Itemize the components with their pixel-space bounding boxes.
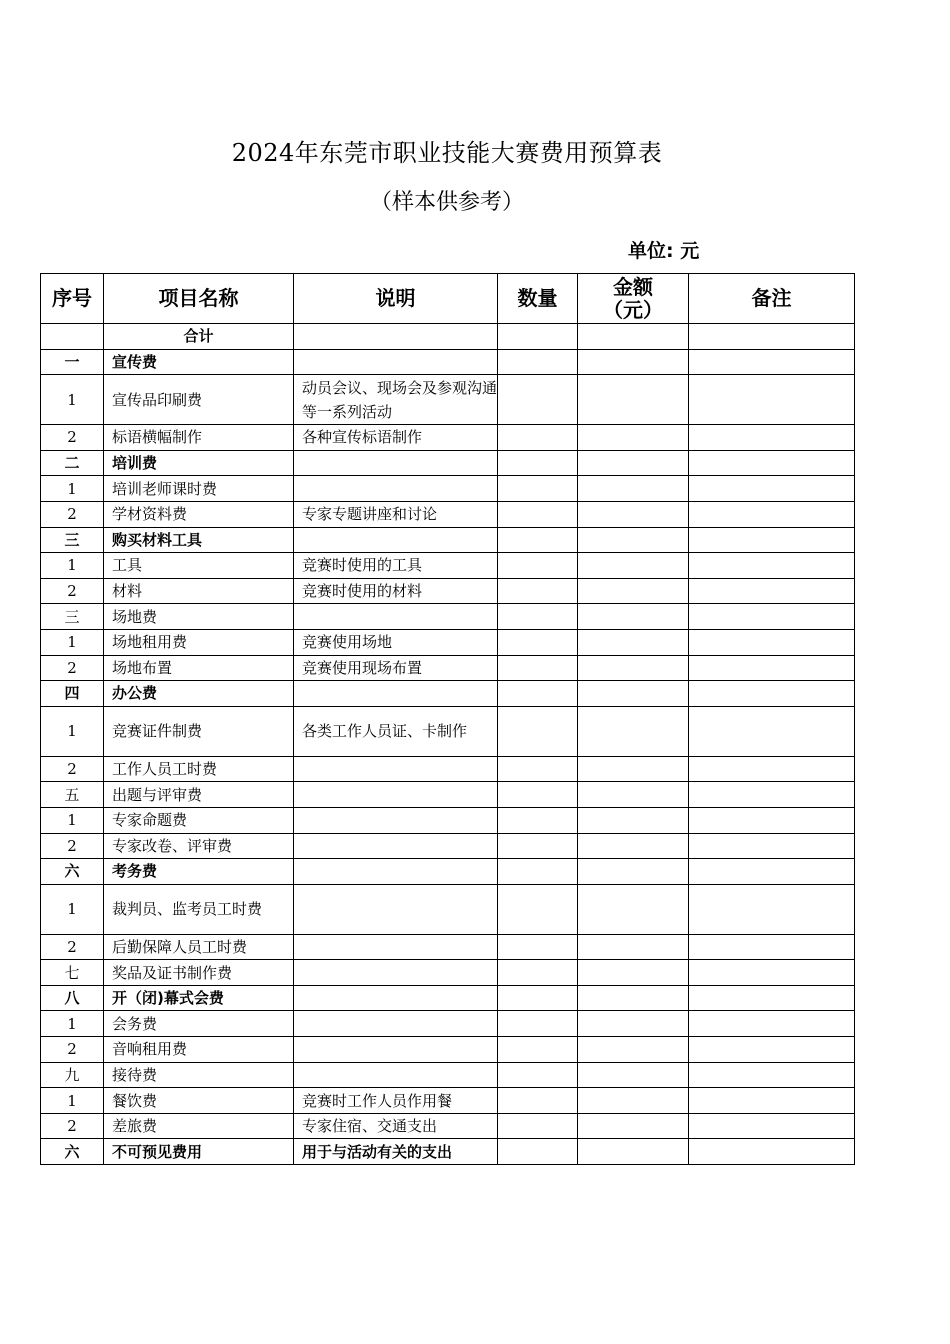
- table-row: [41, 1011, 855, 1037]
- row-amount: [578, 450, 689, 476]
- row-desc: 竞赛时使用的工具: [294, 553, 498, 579]
- total-amount-cell: [578, 324, 689, 350]
- row-no: 2: [41, 425, 104, 451]
- row-remark: [689, 985, 855, 1011]
- row-name: 工作人员工时费: [104, 756, 294, 782]
- row-desc: 动员会议、现场会及参观沟通等一系列活动: [294, 375, 498, 425]
- row-name: 办公费: [104, 681, 294, 707]
- row-remark: [689, 1037, 855, 1063]
- row-amount: [578, 985, 689, 1011]
- page-subtitle: （样本供参考）: [369, 190, 524, 215]
- row-no: 1: [41, 629, 104, 655]
- row-amount: [578, 425, 689, 451]
- header-qty: 数量: [498, 274, 578, 324]
- row-amount: [578, 859, 689, 885]
- row-name: 场地租用费: [104, 629, 294, 655]
- table-row: [41, 476, 855, 502]
- table-row: [41, 375, 855, 425]
- row-no: 1: [41, 884, 104, 934]
- table-row: [41, 1062, 855, 1088]
- table-row: [41, 604, 855, 630]
- table-row: [41, 985, 855, 1011]
- row-remark: [689, 756, 855, 782]
- row-name: 工具: [104, 553, 294, 579]
- table-row: [41, 1113, 855, 1139]
- row-amount: [578, 375, 689, 425]
- table-row: [41, 859, 855, 885]
- row-name: 场地费: [104, 604, 294, 630]
- row-name: 培训费: [104, 450, 294, 476]
- row-desc: [294, 476, 498, 502]
- row-qty: [498, 375, 578, 425]
- row-desc: [294, 934, 498, 960]
- row-desc: [294, 349, 498, 375]
- row-name: 竞赛证件制费: [104, 706, 294, 756]
- row-no: 2: [41, 833, 104, 859]
- header-amount: 金额 （元）: [578, 274, 689, 324]
- table-row: [41, 553, 855, 579]
- table-row: [41, 782, 855, 808]
- row-name: 不可预见费用: [104, 1139, 294, 1165]
- row-remark: [689, 655, 855, 681]
- table-row: [41, 450, 855, 476]
- table-row: [41, 1139, 855, 1165]
- row-name: 宣传费: [104, 349, 294, 375]
- row-no: 2: [41, 1113, 104, 1139]
- row-qty: [498, 706, 578, 756]
- table-row: [41, 1088, 855, 1114]
- row-name: 音响租用费: [104, 1037, 294, 1063]
- row-remark: [689, 1088, 855, 1114]
- row-no: 1: [41, 1088, 104, 1114]
- row-remark: [689, 1113, 855, 1139]
- row-name: 学材资料费: [104, 501, 294, 527]
- row-qty: [498, 1088, 578, 1114]
- row-name: 专家命题费: [104, 807, 294, 833]
- row-name: 材料: [104, 578, 294, 604]
- row-remark: [689, 578, 855, 604]
- row-qty: [498, 578, 578, 604]
- row-name: 会务费: [104, 1011, 294, 1037]
- row-qty: [498, 960, 578, 986]
- row-no: 2: [41, 756, 104, 782]
- row-no: 五: [41, 782, 104, 808]
- table-row: [41, 706, 855, 756]
- row-amount: [578, 706, 689, 756]
- row-desc: [294, 884, 498, 934]
- row-qty: [498, 681, 578, 707]
- row-name: 裁判员、监考员工时费: [104, 884, 294, 934]
- row-remark: [689, 681, 855, 707]
- row-qty: [498, 1037, 578, 1063]
- row-amount: [578, 1139, 689, 1165]
- row-desc: 各类工作人员证、卡制作: [294, 706, 498, 756]
- row-qty: [498, 425, 578, 451]
- row-desc: [294, 782, 498, 808]
- row-desc: [294, 859, 498, 885]
- row-remark: [689, 934, 855, 960]
- row-remark: [689, 960, 855, 986]
- row-amount: [578, 1037, 689, 1063]
- row-amount: [578, 1088, 689, 1114]
- row-no: 四: [41, 681, 104, 707]
- row-qty: [498, 782, 578, 808]
- row-qty: [498, 629, 578, 655]
- page-title: 2024年东莞市职业技能大赛费用预算表: [231, 139, 663, 167]
- row-amount: [578, 1011, 689, 1037]
- header-remark: 备注: [689, 274, 855, 324]
- row-name: 宣传品印刷费: [104, 375, 294, 425]
- row-remark: [689, 375, 855, 425]
- row-qty: [498, 553, 578, 579]
- budget-table: [40, 273, 855, 1165]
- table-row: [41, 629, 855, 655]
- row-no: 二: [41, 450, 104, 476]
- row-desc: [294, 450, 498, 476]
- row-name: 后勤保障人员工时费: [104, 934, 294, 960]
- row-desc: 各种宣传标语制作: [294, 425, 498, 451]
- row-remark: [689, 807, 855, 833]
- row-no: 1: [41, 476, 104, 502]
- row-remark: [689, 501, 855, 527]
- row-remark: [689, 1139, 855, 1165]
- row-desc: [294, 1037, 498, 1063]
- row-no: 一: [41, 349, 104, 375]
- row-qty: [498, 934, 578, 960]
- table-row: [41, 655, 855, 681]
- row-qty: [498, 1011, 578, 1037]
- row-desc: [294, 807, 498, 833]
- header-name: 项目名称: [104, 274, 294, 324]
- row-qty: [498, 655, 578, 681]
- row-remark: [689, 425, 855, 451]
- row-no: 1: [41, 553, 104, 579]
- row-name: 场地布置: [104, 655, 294, 681]
- row-amount: [578, 934, 689, 960]
- total-qty-cell: [498, 324, 578, 350]
- row-amount: [578, 807, 689, 833]
- row-desc: [294, 756, 498, 782]
- table-row: [41, 934, 855, 960]
- row-desc: 专家住宿、交通支出: [294, 1113, 498, 1139]
- row-name: 专家改卷、评审费: [104, 833, 294, 859]
- row-qty: [498, 604, 578, 630]
- row-amount: [578, 884, 689, 934]
- row-remark: [689, 527, 855, 553]
- row-amount: [578, 501, 689, 527]
- row-desc: 竞赛时使用的材料: [294, 578, 498, 604]
- row-amount: [578, 527, 689, 553]
- row-amount: [578, 578, 689, 604]
- table-row: [41, 681, 855, 707]
- table-row: [41, 501, 855, 527]
- table-row: [41, 833, 855, 859]
- row-no: 2: [41, 501, 104, 527]
- row-desc: 用于与活动有关的支出: [294, 1139, 498, 1165]
- row-qty: [498, 527, 578, 553]
- row-no: 1: [41, 375, 104, 425]
- row-qty: [498, 756, 578, 782]
- row-amount: [578, 960, 689, 986]
- row-qty: [498, 501, 578, 527]
- row-no: 六: [41, 1139, 104, 1165]
- row-remark: [689, 553, 855, 579]
- total-no-cell: [41, 324, 104, 350]
- row-no: 2: [41, 934, 104, 960]
- row-no: 1: [41, 706, 104, 756]
- row-name: 考务费: [104, 859, 294, 885]
- row-amount: [578, 833, 689, 859]
- row-no: 1: [41, 807, 104, 833]
- row-no: 三: [41, 527, 104, 553]
- row-no: 1: [41, 1011, 104, 1037]
- row-qty: [498, 349, 578, 375]
- total-row: [41, 324, 855, 350]
- row-remark: [689, 476, 855, 502]
- row-no: 2: [41, 655, 104, 681]
- row-amount: [578, 782, 689, 808]
- total-remark-cell: [689, 324, 855, 350]
- table-row: [41, 807, 855, 833]
- row-qty: [498, 1062, 578, 1088]
- row-remark: [689, 629, 855, 655]
- row-qty: [498, 1113, 578, 1139]
- row-name: 奖品及证书制作费: [104, 960, 294, 986]
- row-qty: [498, 1139, 578, 1165]
- row-name: 培训老师课时费: [104, 476, 294, 502]
- header-row: [41, 274, 855, 324]
- row-no: 三: [41, 604, 104, 630]
- table-row: [41, 960, 855, 986]
- row-name: 出题与评审费: [104, 782, 294, 808]
- table-row: [41, 756, 855, 782]
- row-name: 开（闭)幕式会费: [104, 985, 294, 1011]
- row-name: 购买材料工具: [104, 527, 294, 553]
- row-desc: [294, 985, 498, 1011]
- row-name: 差旅费: [104, 1113, 294, 1139]
- row-remark: [689, 859, 855, 885]
- row-desc: [294, 604, 498, 630]
- row-desc: 竞赛使用场地: [294, 629, 498, 655]
- table-row: [41, 349, 855, 375]
- row-name: 接待费: [104, 1062, 294, 1088]
- row-amount: [578, 476, 689, 502]
- row-amount: [578, 553, 689, 579]
- row-desc: [294, 960, 498, 986]
- row-no: 九: [41, 1062, 104, 1088]
- row-remark: [689, 604, 855, 630]
- header-desc: 说明: [294, 274, 498, 324]
- row-no: 七: [41, 960, 104, 986]
- row-amount: [578, 629, 689, 655]
- row-amount: [578, 655, 689, 681]
- row-no: 六: [41, 859, 104, 885]
- row-desc: 竞赛时工作人员作用餐: [294, 1088, 498, 1114]
- row-amount: [578, 756, 689, 782]
- table-row: [41, 1037, 855, 1063]
- row-amount: [578, 681, 689, 707]
- row-remark: [689, 884, 855, 934]
- row-desc: 竞赛使用现场布置: [294, 655, 498, 681]
- table-row: [41, 578, 855, 604]
- unit-label: 单位: 元: [628, 240, 700, 262]
- table-row: [41, 527, 855, 553]
- row-remark: [689, 1011, 855, 1037]
- row-qty: [498, 859, 578, 885]
- row-amount: [578, 604, 689, 630]
- row-remark: [689, 1062, 855, 1088]
- row-no: 八: [41, 985, 104, 1011]
- row-name: 标语横幅制作: [104, 425, 294, 451]
- row-amount: [578, 349, 689, 375]
- row-remark: [689, 706, 855, 756]
- row-qty: [498, 450, 578, 476]
- row-remark: [689, 450, 855, 476]
- row-qty: [498, 884, 578, 934]
- row-no: 2: [41, 578, 104, 604]
- table-row: [41, 884, 855, 934]
- row-amount: [578, 1062, 689, 1088]
- row-desc: [294, 833, 498, 859]
- row-no: 2: [41, 1037, 104, 1063]
- row-remark: [689, 349, 855, 375]
- total-desc-cell: [294, 324, 498, 350]
- row-desc: [294, 527, 498, 553]
- row-qty: [498, 833, 578, 859]
- row-qty: [498, 476, 578, 502]
- row-desc: [294, 1011, 498, 1037]
- total-label: 合计: [104, 324, 294, 350]
- row-qty: [498, 807, 578, 833]
- row-remark: [689, 833, 855, 859]
- row-desc: 专家专题讲座和讨论: [294, 501, 498, 527]
- row-remark: [689, 782, 855, 808]
- row-qty: [498, 985, 578, 1011]
- row-desc: [294, 1062, 498, 1088]
- row-name: 餐饮费: [104, 1088, 294, 1114]
- table-row: [41, 425, 855, 451]
- row-amount: [578, 1113, 689, 1139]
- header-no: 序号: [41, 274, 104, 324]
- row-desc: [294, 681, 498, 707]
